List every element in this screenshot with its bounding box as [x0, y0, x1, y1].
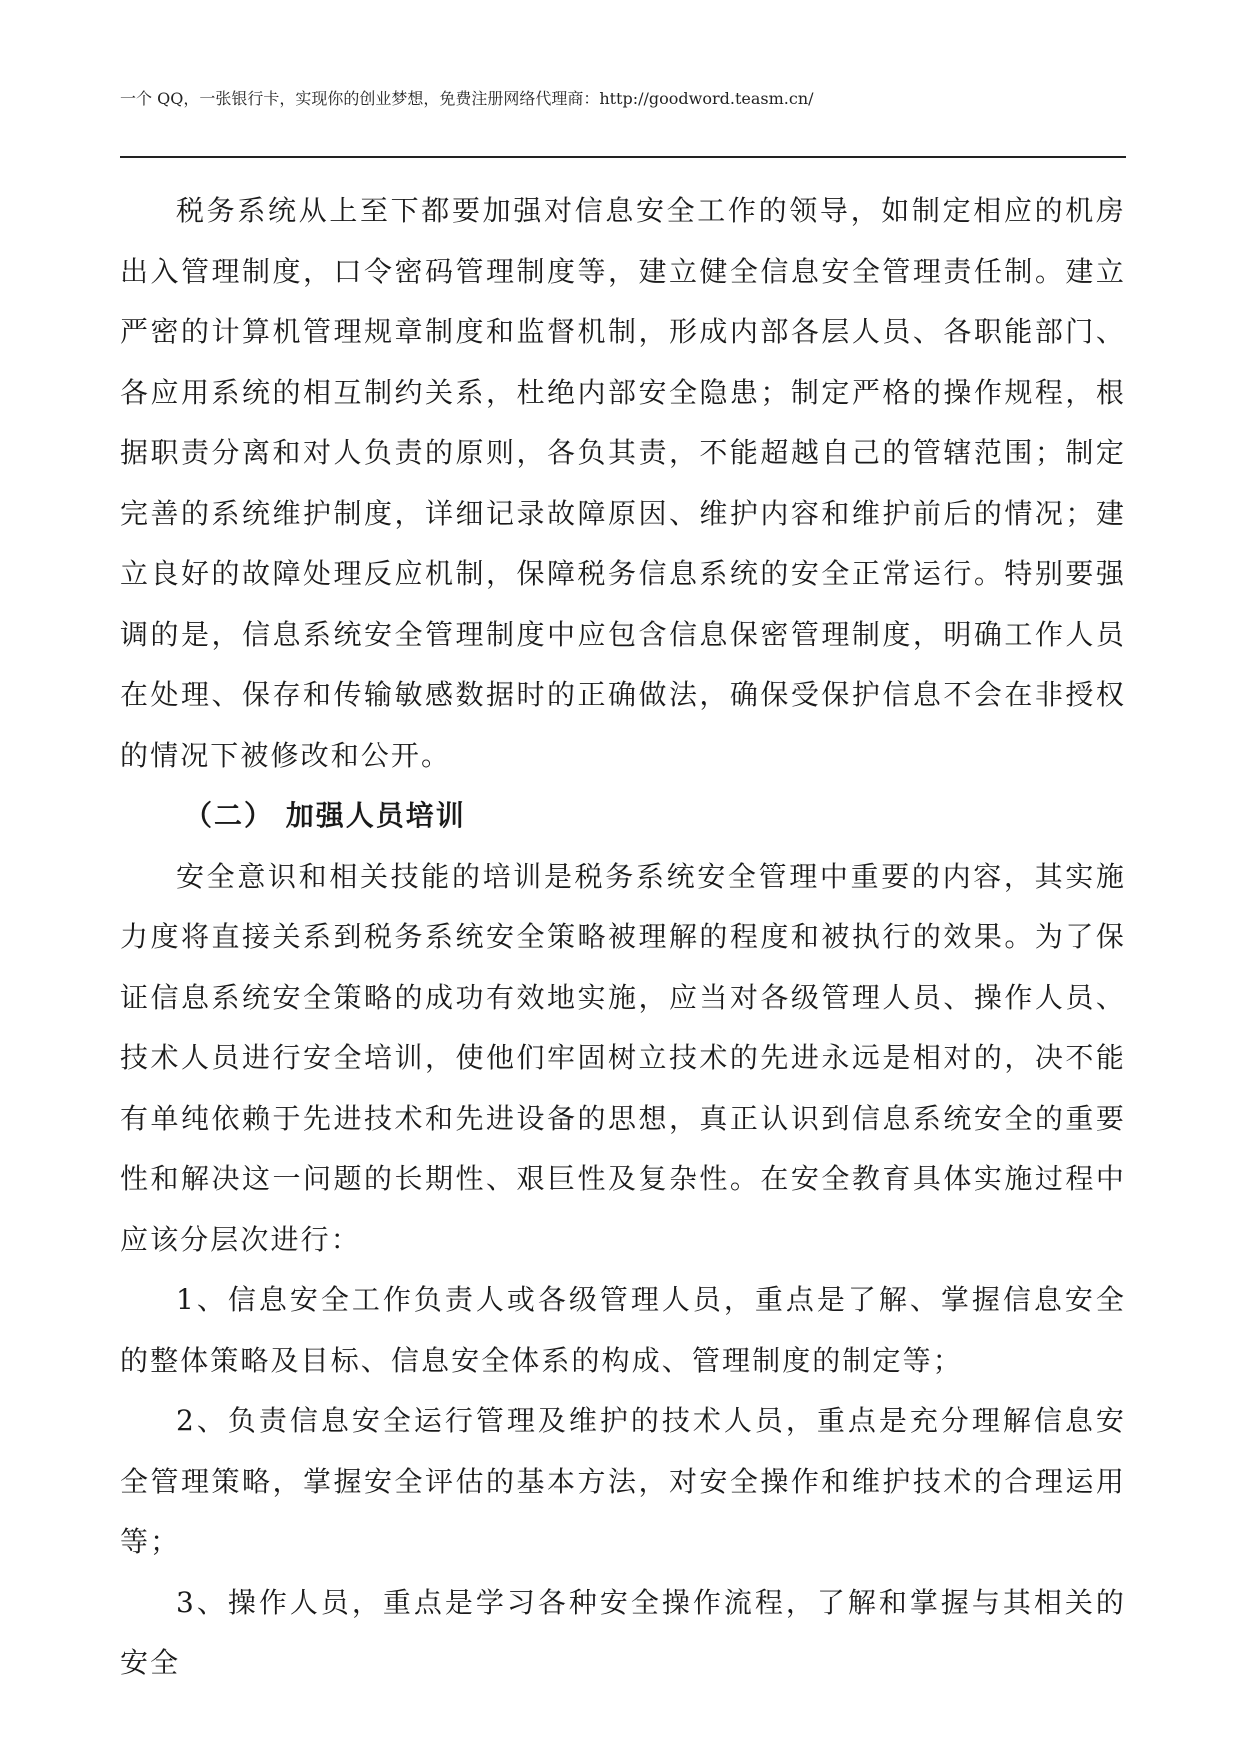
list-item-3: 3、操作人员，重点是学习各种安全操作流程，了解和掌握与其相关的安全: [120, 1585, 1126, 1679]
page-header: 一个 QQ，一张银行卡，实现你的创业梦想，免费注册网络代理商：http://goodword.teasm.cn/: [120, 89, 814, 108]
paragraph-training: 安全意识和相关技能的培训是税务系统安全管理中重要的内容，其实施力度将直接关系到税务系统安全策略被理解的程度和被执行的效果。为了保证信息系统安全策略的成功有效地实施，应当对各级管理人员、操作人员、技术人员进行安全培训，使他们牢固树立技术的先进永远是相对的，决不能有单纯依赖于先进技术和先进设备的思想，真正认识到信息系统安全的重要性和解决这一问题的长期性、艰巨性及复杂性。在安全教育具体实施过程中应该分层次进行：: [120, 859, 1126, 1256]
paragraph-management-system: 税务系统从上至下都要加强对信息安全工作的领导，如制定相应的机房出入管理制度，口令密码管理制度等，建立健全信息安全管理责任制。建立严密的计算机管理规章制度和监督机制，形成内部各层人员、各职能部门、各应用系统的相互制约关系，杜绝内部安全隐患；制定严格的操作规程，根据职责分离和对人负责的原则，各负其责，不能超越自己的管辖范围；制定完善的系统维护制度，详细记录故障原因、维护内容和维护前后的情况；建立良好的故障处理反应机制，保障税务信息系统的安全正常运行。特别要强调的是，信息系统安全管理制度中应包含信息保密管理制度，明确工作人员在处理、保存和传输敏感数据时的正确做法，确保受保护信息不会在非授权的情况下被修改和公开。: [120, 194, 1126, 772]
list-item-2: 2、负责信息安全运行管理及维护的技术人员，重点是充分理解信息安全管理策略，掌握安全评估的基本方法，对安全操作和维护技术的合理运用等；: [120, 1404, 1126, 1558]
header-divider: [120, 156, 1126, 158]
document-body: [120, 181, 1126, 1694]
list-item-1: 1、信息安全工作负责人或各级管理人员，重点是了解、掌握信息安全的整体策略及目标、信息安全体系的构成、管理制度的制定等；: [120, 1283, 1126, 1377]
section-heading: （二） 加强人员培训: [184, 799, 466, 832]
